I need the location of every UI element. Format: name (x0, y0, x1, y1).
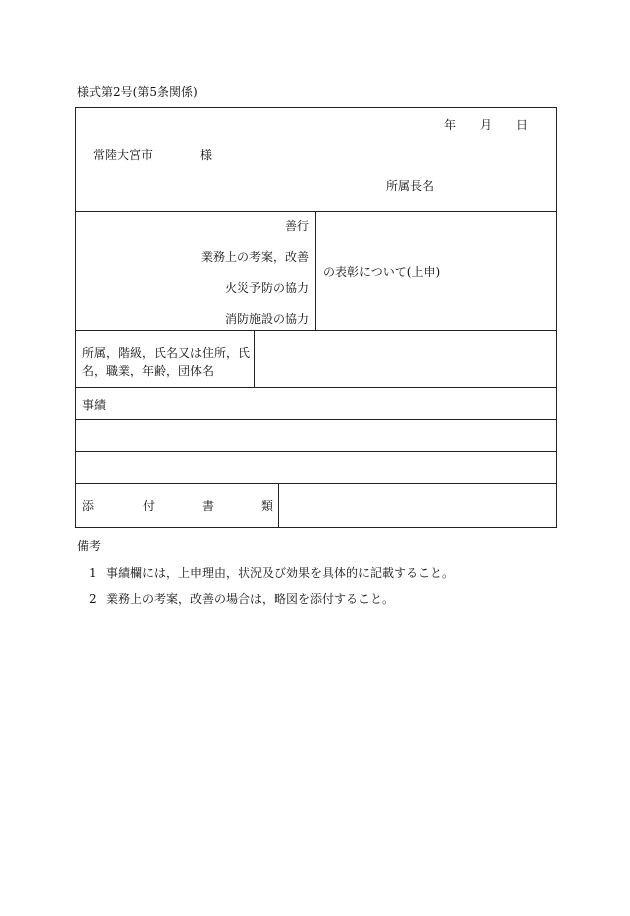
date-month: 月 (480, 118, 493, 132)
notes-title: 備考 (77, 539, 102, 553)
attachments-label-char-3: 書 (202, 499, 215, 513)
application-form (75, 107, 557, 528)
attachments-field[interactable] (279, 484, 556, 527)
divider-reason-vertical (315, 211, 316, 330)
divider-header (76, 211, 556, 212)
note-number-2: 2 (89, 592, 97, 606)
attachments-label-char-4: 類 (261, 499, 274, 513)
addressee-honorific: 様 (200, 148, 213, 162)
sender-title: 所属長名 (386, 179, 435, 193)
form-label: 様式第2号(第5条関係) (77, 85, 198, 99)
reason-suffix: の表彰について(上申) (323, 265, 441, 279)
achievements-line-1[interactable] (76, 420, 556, 451)
divider-nominee (76, 387, 556, 388)
attachments-label-char-1: 添 (82, 499, 95, 513)
reason-item-fire-facility: 消防施設の協力 (224, 312, 309, 326)
date-year: 年 (444, 118, 457, 132)
attachments-label-char-2: 付 (143, 499, 156, 513)
nominee-label: 所属，階級，氏名又は住所，氏名，職業，年齢，団体名 (82, 346, 251, 378)
achievements-label: 事績 (82, 398, 107, 412)
nominee-field[interactable] (255, 331, 556, 386)
note-text-1: 事績欄には，上申理由，状況及び効果を具体的に記載すること。 (106, 566, 455, 580)
reason-item-business-improvement: 業務上の考案，改善 (200, 250, 309, 264)
addressee: 常陸大宮市 (93, 148, 154, 162)
date-day: 日 (516, 118, 529, 132)
reason-item-fire-prevention: 火災予防の協力 (224, 281, 309, 295)
reason-item-good-deed: 善行 (284, 219, 309, 233)
note-number-1: 1 (89, 566, 97, 580)
achievements-line-2[interactable] (76, 452, 556, 483)
note-text-2: 業務上の考案，改善の場合は，略図を添付すること。 (106, 592, 395, 606)
